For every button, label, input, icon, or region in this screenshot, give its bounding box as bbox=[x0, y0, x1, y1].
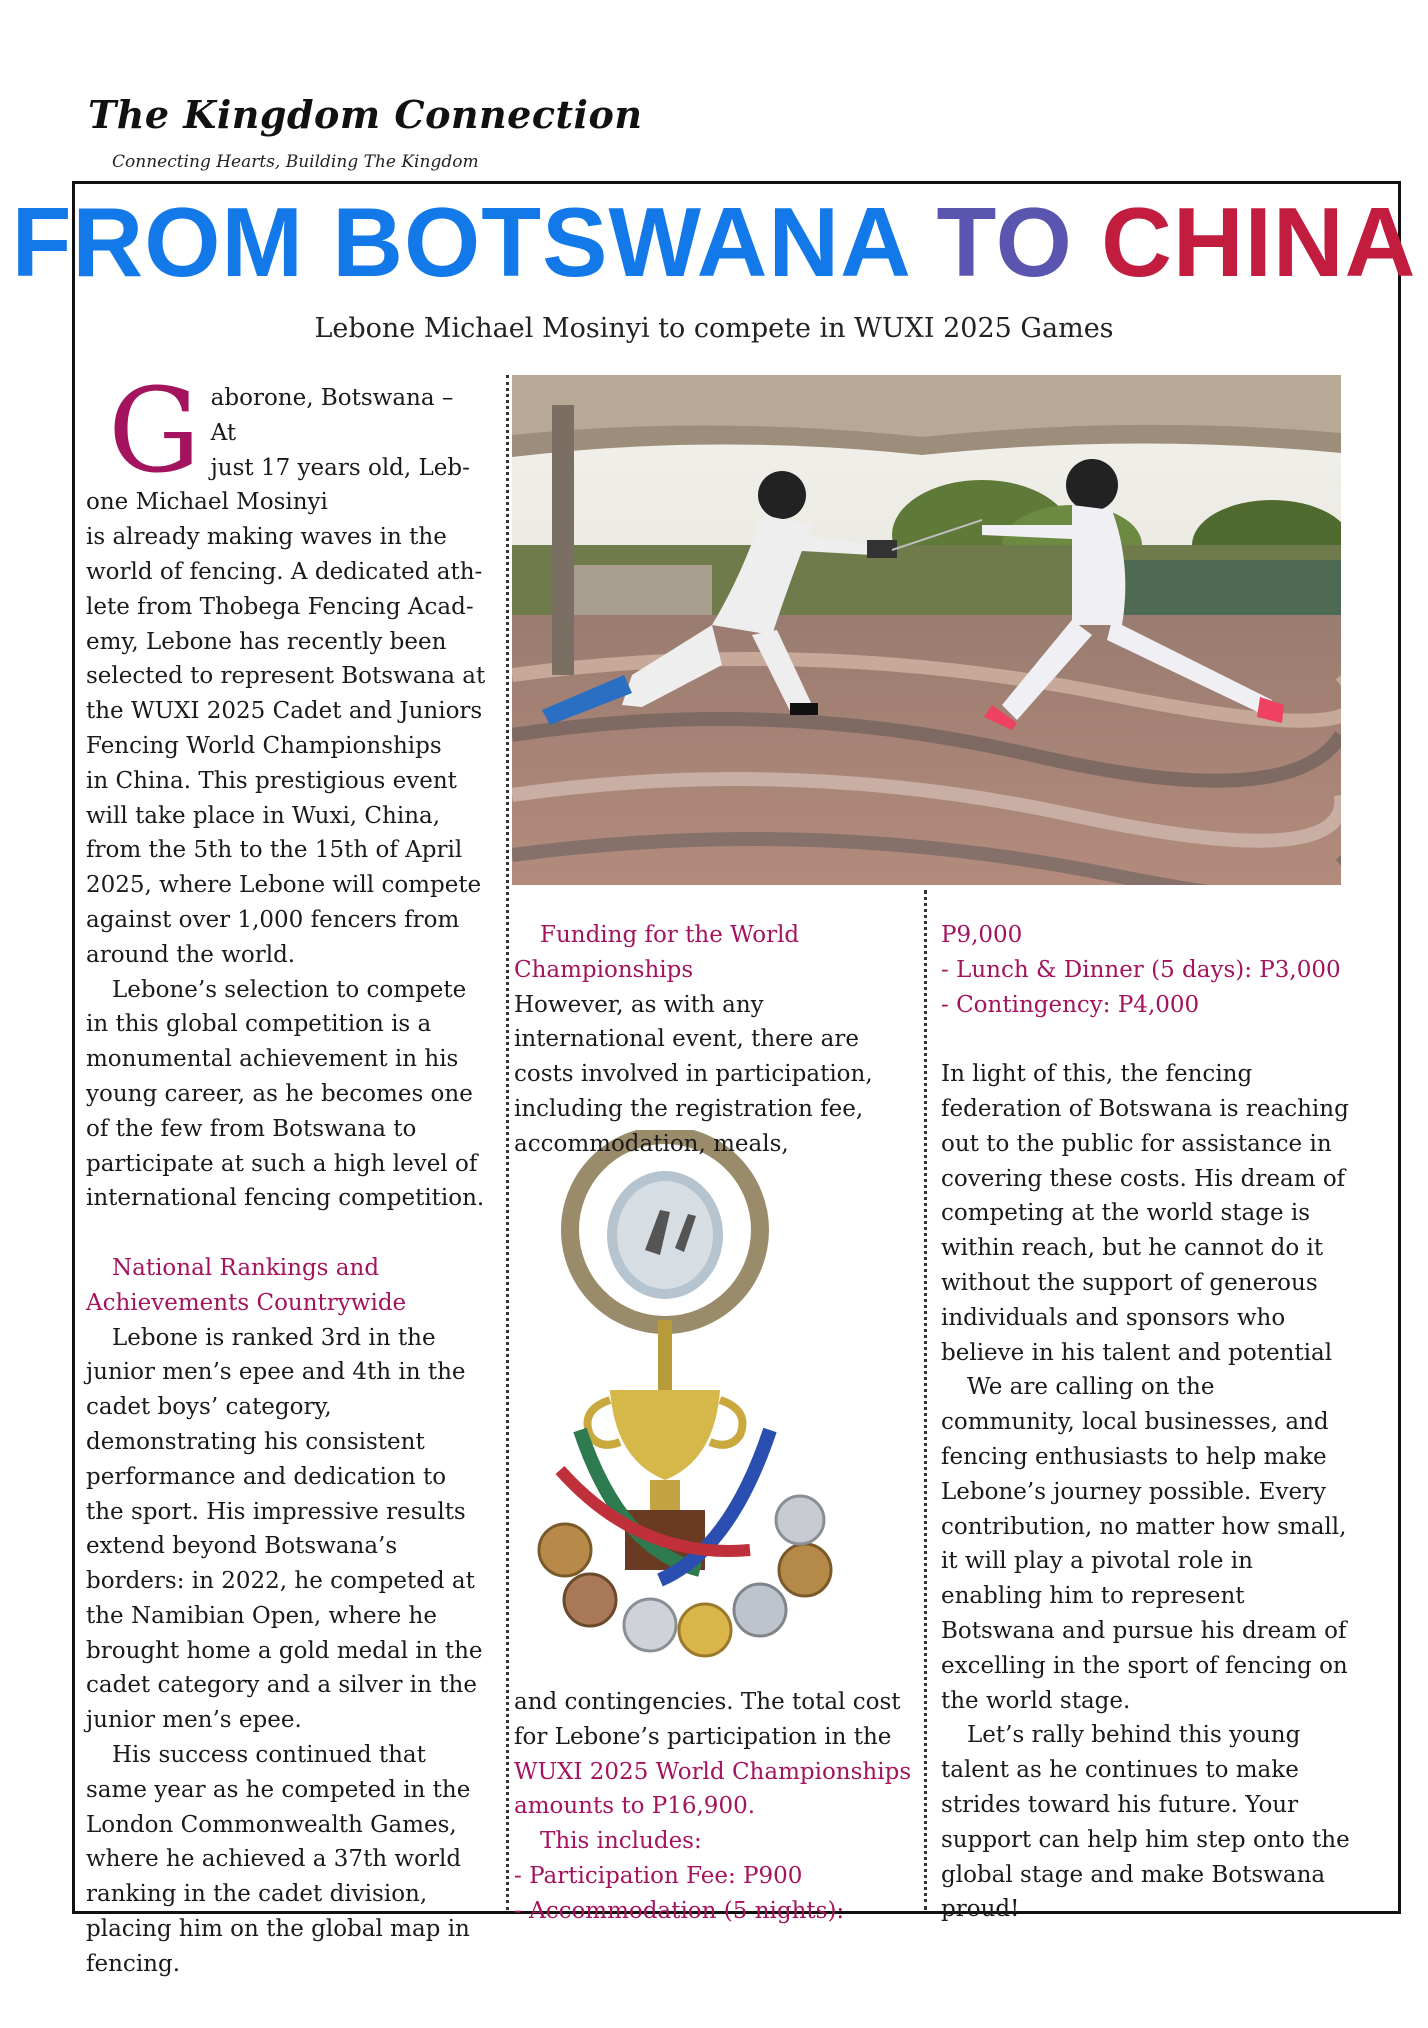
intro-line: world of fencing. A dedicated ath- bbox=[86, 558, 483, 585]
intro-line: against over 1,000 fencers from bbox=[86, 906, 460, 933]
total-cost-text: and contingencies. The total cost for Lebone’s participation in the bbox=[514, 1689, 901, 1750]
intro-line: is already making waves in the bbox=[86, 524, 447, 551]
intro-line: one Michael Mosinyi bbox=[86, 489, 328, 516]
intro-line: 2025, where Lebone will compete bbox=[86, 872, 482, 899]
tagline: Connecting Hearts, Building The Kingdom bbox=[112, 152, 479, 172]
headline-part-1: FROM BOTSWANA bbox=[11, 187, 909, 297]
rally-paragraph: Let’s rally behind this young talent as he continues to make strides toward his future. Your support can help him step onto the global stage and make Botswana proud! bbox=[941, 1722, 1350, 1923]
funding-heading: Funding for the World Championships bbox=[514, 922, 800, 983]
intro-line: just 17 years old, Leb- bbox=[210, 454, 470, 481]
intro-line: the WUXI 2025 Cadet and Juniors bbox=[86, 698, 483, 725]
column-divider-1 bbox=[506, 375, 509, 1910]
subtitle: Lebone Michael Mosinyi to compete in WUXI 2025 Games bbox=[314, 313, 1114, 344]
column-2-top bbox=[514, 918, 918, 1162]
brand-title: The Kingdom Connection bbox=[88, 92, 643, 137]
column-divider-2 bbox=[924, 890, 927, 1910]
total-cost-highlight: WUXI 2025 World Championships amounts to P16,900. bbox=[514, 1758, 912, 1820]
cost-item-meals: - Lunch & Dinner (5 days): P3,000 bbox=[941, 956, 1341, 983]
drop-cap: G bbox=[108, 364, 201, 499]
intro-line: in China. This prestigious event bbox=[86, 767, 457, 794]
column-2-bottom bbox=[514, 1685, 918, 1929]
intro-line: lete from Thobega Fencing Acad- bbox=[86, 593, 474, 620]
intro-line: aborone, Botswana – At bbox=[210, 385, 454, 446]
masthead bbox=[88, 92, 642, 137]
cost-item-accommodation: - Accommodation (5 nights): bbox=[514, 1897, 845, 1924]
intro-line: will take place in Wuxi, China, bbox=[86, 802, 441, 829]
appeal-paragraph: In light of this, the fencing federation of Botswana is reaching out to the public for assistance in covering these costs. His dream of competing at the world stage is within reach, but he cannot do it without the support of generous individuals and sponsors who believe in his talent and potential bbox=[941, 1061, 1349, 1366]
intro-line: Fencing World Championships bbox=[86, 732, 442, 759]
cost-item-contingency: - Contingency: P4,000 bbox=[941, 991, 1200, 1018]
rankings-paragraph: Lebone is ranked 3rd in the junior men’s epee and 4th in the cadet boys’ category, demonstrating his consistent performance and dedication to the sport. His impressive results extend beyond Botswana’s borders: in 2022, he competed at the Namibian Open, where he brought home a gold medal in the cadet category and a silver in the junior men’s epee. bbox=[86, 1324, 483, 1734]
column-3 bbox=[941, 918, 1351, 1927]
cost-item-participation: - Participation Fee: P900 bbox=[514, 1862, 803, 1889]
trophy-illustration bbox=[520, 1130, 850, 1660]
call-paragraph: We are calling on the community, local businesses, and fencing enthusiasts to help make Lebone’s journey possible. Every contribution, no matter how small, it will play a pivotal role in enabling him to represent Botswana and pursue his dream of excelling in the sport of fencing on the world stage. bbox=[941, 1374, 1348, 1714]
rankings-heading: National Rankings and Achievements Countrywide bbox=[86, 1254, 407, 1316]
intro-line: around the world. bbox=[86, 941, 296, 968]
headline bbox=[0, 187, 1428, 297]
cost-item-accommodation-amount: P9,000 bbox=[941, 922, 1023, 948]
fencing-photo-illustration bbox=[512, 375, 1341, 885]
funding-paragraph: However, as with any international event, there are costs involved in participation, including the registration fee, accommodation, meals, bbox=[514, 991, 873, 1157]
trophy-photo bbox=[520, 1130, 850, 1660]
intro-line: emy, Lebone has recently been bbox=[86, 628, 447, 655]
column-1 bbox=[86, 364, 486, 1982]
intro-line: selected to represent Botswana at bbox=[86, 663, 486, 690]
commonwealth-paragraph: His success continued that same year as he competed in the London Commonwealth Games, where he achieved a 37th world ranking in the cadet division, placing him on the global map in fencing. bbox=[86, 1742, 471, 1977]
selection-paragraph: Lebone’s selection to compete in this global competition is a monumental achievement in his young career, as he becomes one of the few from Botswana to participate at such a high level of international fencing competition. bbox=[86, 976, 485, 1212]
fencing-photo bbox=[512, 375, 1341, 885]
intro-line: from the 5th to the 15th of April bbox=[86, 837, 463, 864]
includes-label: This includes: bbox=[540, 1828, 702, 1855]
headline-part-2: TO bbox=[936, 187, 1073, 297]
headline-part-3: CHINA bbox=[1101, 187, 1417, 297]
